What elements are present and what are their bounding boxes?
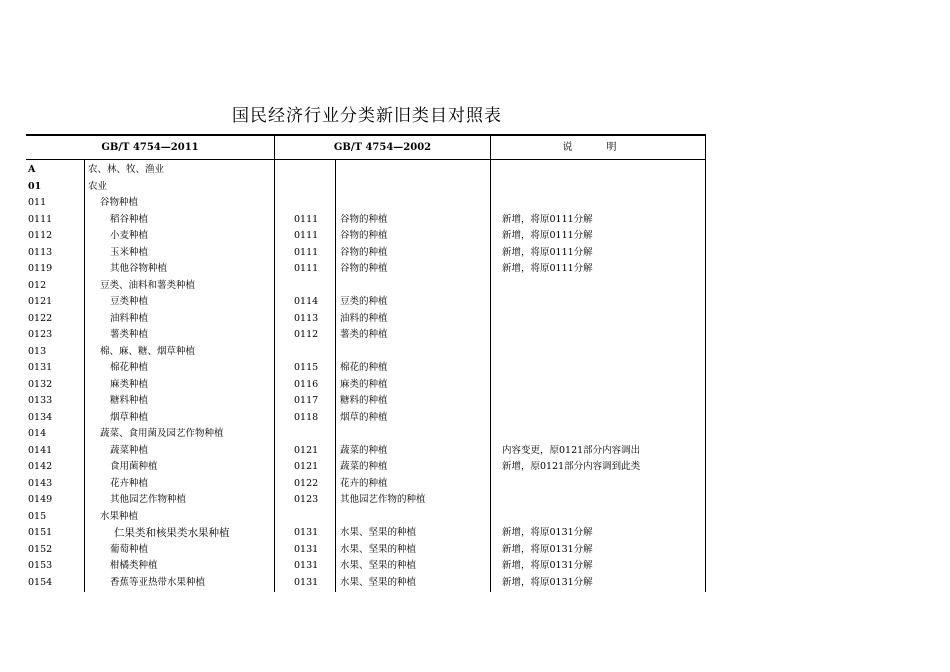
row-old-code: 0114 xyxy=(294,296,319,307)
row-note xyxy=(502,476,702,493)
row-name: 烟草种植 xyxy=(110,411,149,423)
row-code: 01 xyxy=(28,180,42,192)
row-old-name: 水果、坚果的种植 xyxy=(340,543,417,555)
row-old-name: 谷物的种植 xyxy=(340,230,388,241)
row-old-name: 麻类的种植 xyxy=(340,378,388,390)
row-note xyxy=(502,344,702,361)
page-title: 国民经济行业分类新旧类目对照表 xyxy=(232,106,502,126)
row-code: 0131 xyxy=(28,362,53,373)
table-row xyxy=(26,195,706,212)
row-name: 柑橘类种植 xyxy=(110,560,158,571)
row-old-name: 蔬菜的种植 xyxy=(340,444,388,456)
row-old-name: 烟草的种植 xyxy=(340,411,388,423)
row-name: 糖料种植 xyxy=(110,395,149,406)
table-row xyxy=(26,360,706,377)
row-old-name: 水果、坚果的种植 xyxy=(340,527,417,538)
row-old-code xyxy=(294,278,332,295)
row-code: 0119 xyxy=(28,263,53,274)
row-code: 0141 xyxy=(28,444,53,456)
table-row xyxy=(26,179,706,196)
row-old-code: 0131 xyxy=(294,576,319,588)
row-old-name xyxy=(340,162,490,179)
row-code: 012 xyxy=(28,279,47,291)
row-note: 新增，将原0131分解 xyxy=(502,527,593,538)
table-row xyxy=(26,377,706,394)
row-code: 0153 xyxy=(28,560,53,571)
row-old-name: 棉花的种植 xyxy=(340,362,388,373)
row-code: 0134 xyxy=(28,411,53,423)
row-name: 香蕉等亚热带水果种植 xyxy=(110,576,206,588)
row-note: 新增，将原0111分解 xyxy=(502,263,593,274)
row-old-name: 水果、坚果的种植 xyxy=(340,576,417,588)
row-note: 新增，将原0111分解 xyxy=(502,213,593,225)
row-old-name: 糖料的种植 xyxy=(340,395,388,406)
row-note xyxy=(502,195,702,212)
table-row xyxy=(26,344,706,361)
row-old-name: 油料的种植 xyxy=(340,312,388,324)
row-code: 0143 xyxy=(28,477,53,489)
table-row xyxy=(26,245,706,262)
row-name: 谷物种植 xyxy=(100,197,139,208)
header-bottom-rule xyxy=(26,159,706,160)
row-note: 内容变更，原0121部分内容调出 xyxy=(502,444,641,456)
row-name: 水果种植 xyxy=(100,510,139,522)
table-row xyxy=(26,327,706,344)
header-new-standard: GB/T 4754—2011 xyxy=(101,142,199,153)
row-old-code xyxy=(294,162,332,179)
row-old-name: 水果、坚果的种植 xyxy=(340,560,417,571)
row-old-code: 0121 xyxy=(294,461,319,472)
row-old-name: 豆类的种植 xyxy=(340,296,388,307)
row-note: 新增，将原0111分解 xyxy=(502,246,593,258)
row-name: 蔬菜种植 xyxy=(110,444,149,456)
row-note xyxy=(502,393,702,410)
row-old-code: 0121 xyxy=(294,444,319,456)
row-note: 新增，原0121部分内容调到此类 xyxy=(502,461,641,472)
row-code: 014 xyxy=(28,428,47,439)
header-old-standard: GB/T 4754—2002 xyxy=(333,142,432,153)
row-name: 食用菌种植 xyxy=(110,461,158,472)
row-code: 0142 xyxy=(28,461,53,472)
row-name: 豆类、油料和薯类种植 xyxy=(100,279,196,291)
row-code: 0111 xyxy=(28,213,53,225)
table-row xyxy=(26,492,706,509)
row-note xyxy=(502,377,702,394)
row-old-name xyxy=(340,344,490,361)
row-note xyxy=(502,410,702,427)
row-name: 蔬菜、食用菌及园艺作物种植 xyxy=(100,428,224,439)
row-old-code: 0116 xyxy=(294,378,319,390)
row-old-code: 0111 xyxy=(294,230,319,241)
row-note xyxy=(502,179,702,196)
row-old-name: 谷物的种植 xyxy=(340,213,388,225)
row-code: A xyxy=(28,164,36,175)
row-old-name: 薯类的种植 xyxy=(340,329,388,340)
row-note xyxy=(502,327,702,344)
row-old-name: 蔬菜的种植 xyxy=(340,461,388,472)
row-old-code: 0123 xyxy=(294,494,319,505)
row-note: 新增，将原0131分解 xyxy=(502,576,593,588)
row-name: 农业 xyxy=(88,180,108,192)
row-code: 0152 xyxy=(28,543,53,555)
row-old-name xyxy=(340,426,490,443)
row-name: 葡萄种植 xyxy=(110,543,149,555)
table-row xyxy=(26,261,706,278)
row-note: 新增，将原0111分解 xyxy=(502,230,593,241)
table-row xyxy=(26,410,706,427)
row-old-code: 0122 xyxy=(294,477,319,489)
row-old-code: 0117 xyxy=(294,395,319,406)
row-old-name: 花卉的种植 xyxy=(340,477,388,489)
table-row xyxy=(26,509,706,526)
row-old-code xyxy=(294,344,332,361)
header-note: 说明 xyxy=(562,142,651,153)
mapping-table xyxy=(26,134,706,592)
row-code: 011 xyxy=(28,197,47,208)
table-row xyxy=(26,476,706,493)
row-note xyxy=(502,360,702,377)
row-code: 0154 xyxy=(28,576,53,588)
row-note: 新增，将原0131分解 xyxy=(502,543,593,555)
row-old-code: 0131 xyxy=(294,543,319,555)
row-note xyxy=(502,492,702,509)
row-code: 0121 xyxy=(28,296,53,307)
row-note xyxy=(502,426,702,443)
table-row xyxy=(26,162,706,179)
table-row xyxy=(26,443,706,460)
row-code: 0113 xyxy=(28,246,53,258)
table-row xyxy=(26,228,706,245)
row-old-code xyxy=(294,195,332,212)
row-name: 棉花种植 xyxy=(110,362,149,373)
row-code: 013 xyxy=(28,345,47,357)
table-row xyxy=(26,426,706,443)
row-old-code xyxy=(294,509,332,526)
row-note xyxy=(502,278,702,295)
row-old-name: 谷物的种植 xyxy=(340,246,388,258)
table-row xyxy=(26,311,706,328)
table-row xyxy=(26,393,706,410)
row-code: 0122 xyxy=(28,312,53,324)
row-old-code xyxy=(294,426,332,443)
table-row xyxy=(26,212,706,229)
row-old-code: 0118 xyxy=(294,411,319,423)
row-code: 0133 xyxy=(28,395,53,406)
row-name: 仁果类和核果类水果种植 xyxy=(114,527,230,539)
table-row xyxy=(26,525,706,542)
row-name: 农、林、牧、渔业 xyxy=(88,164,165,175)
row-old-code: 0111 xyxy=(294,213,319,225)
row-code: 0132 xyxy=(28,378,53,390)
row-name: 稻谷种植 xyxy=(110,213,149,225)
row-name: 棉、麻、糖、烟草种植 xyxy=(100,345,196,357)
row-code: 0151 xyxy=(28,527,53,538)
row-old-name xyxy=(340,195,490,212)
table-row xyxy=(26,542,706,559)
row-old-code xyxy=(294,179,332,196)
row-old-name: 谷物的种植 xyxy=(340,263,388,274)
row-name: 其他园艺作物种植 xyxy=(110,494,187,505)
row-name: 油料种植 xyxy=(110,312,149,324)
table-row xyxy=(26,575,706,592)
row-note xyxy=(502,509,702,526)
row-name: 小麦种植 xyxy=(110,230,149,241)
table-row xyxy=(26,278,706,295)
row-old-name: 其他园艺作物的种植 xyxy=(340,494,426,505)
row-name: 其他谷物种植 xyxy=(110,263,168,274)
table-row xyxy=(26,558,706,575)
table-row xyxy=(26,459,706,476)
row-name: 花卉种植 xyxy=(110,477,149,489)
row-old-name xyxy=(340,278,490,295)
row-old-code: 0131 xyxy=(294,560,319,571)
row-name: 麻类种植 xyxy=(110,378,149,390)
row-note xyxy=(502,294,702,311)
table-row xyxy=(26,294,706,311)
row-old-code: 0131 xyxy=(294,527,319,538)
row-code: 0123 xyxy=(28,329,53,340)
row-code: 0149 xyxy=(28,494,53,505)
row-old-name xyxy=(340,179,490,196)
row-name: 薯类种植 xyxy=(110,329,149,340)
row-name: 豆类种植 xyxy=(110,296,149,307)
row-note: 新增，将原0131分解 xyxy=(502,560,593,571)
row-old-code: 0115 xyxy=(294,362,319,373)
row-old-code: 0113 xyxy=(294,312,319,324)
row-old-code: 0111 xyxy=(294,246,319,258)
row-old-code: 0111 xyxy=(294,263,319,274)
row-note xyxy=(502,162,702,179)
row-name: 玉米种植 xyxy=(110,246,149,258)
row-code: 0112 xyxy=(28,230,53,241)
row-old-name xyxy=(340,509,490,526)
row-code: 015 xyxy=(28,510,47,522)
row-note xyxy=(502,311,702,328)
row-old-code: 0112 xyxy=(294,329,319,340)
